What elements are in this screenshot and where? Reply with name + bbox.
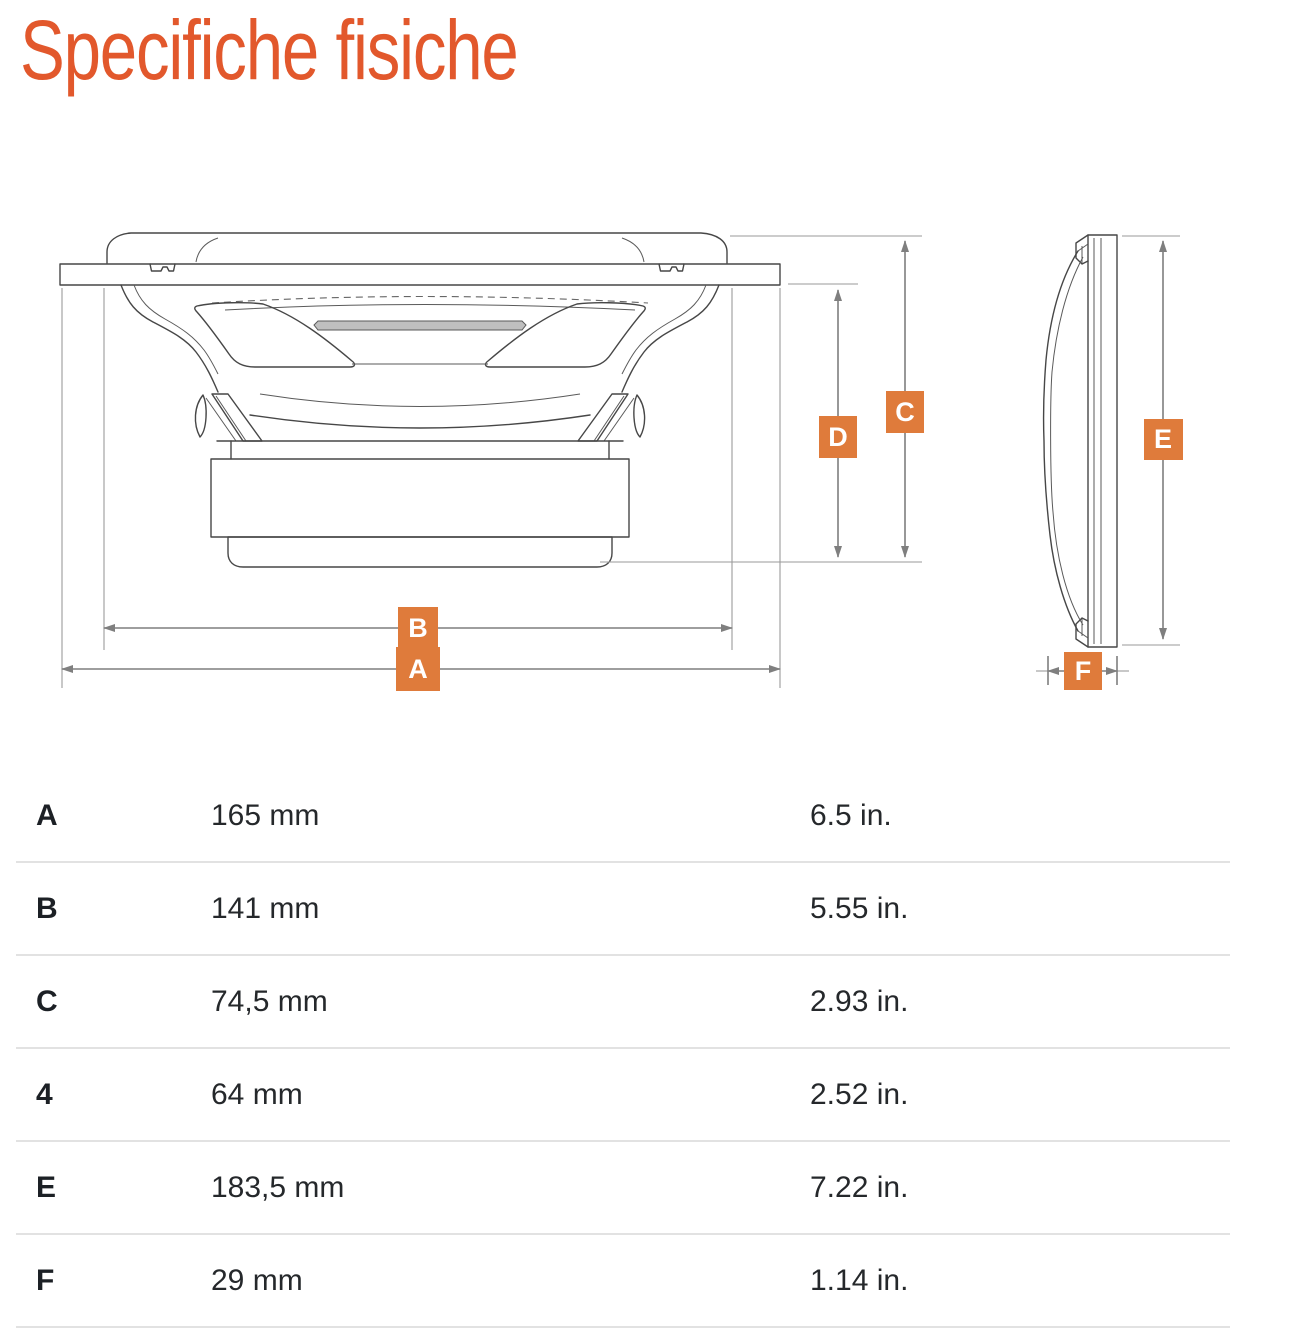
- table-row: [16, 1235, 1230, 1328]
- dimension-label: C: [36, 985, 58, 1018]
- basket-window-right: [486, 303, 646, 367]
- dim-label-c-text: C: [895, 397, 915, 427]
- table-row: [16, 1142, 1230, 1235]
- dimension-label: F: [36, 1264, 55, 1297]
- edge-frame-bar: [1088, 235, 1117, 647]
- dimension-mm-value: 74,5 mm: [211, 985, 328, 1018]
- specs-table: [16, 770, 1230, 1328]
- dim-label-a-text: A: [408, 654, 428, 684]
- dimension-inch-value: 5.55 in.: [810, 892, 909, 925]
- speaker-side-view: [60, 233, 780, 567]
- table-row: [16, 956, 1230, 1049]
- dim-label-d-text: D: [828, 422, 848, 452]
- dimension-mm-value: 64 mm: [211, 1078, 303, 1111]
- page-title: Specifiche fisiche: [20, 3, 518, 97]
- table-row: [16, 863, 1230, 956]
- dim-label-b: [398, 607, 438, 649]
- table-row: [16, 770, 1230, 863]
- dim-label-e-text: E: [1153, 424, 1173, 454]
- dim-label-f-text: F: [1074, 656, 1092, 686]
- dimension-mm-value: 141 mm: [211, 892, 320, 925]
- grille-dome-outline: [1044, 251, 1078, 631]
- voice-coil-slit: [314, 321, 526, 330]
- bottom-plate: [228, 537, 612, 567]
- gasket-outline: [107, 233, 727, 263]
- magnet-block: [211, 459, 629, 537]
- dimension-label: E: [36, 1171, 57, 1204]
- surround-arc: [212, 297, 648, 304]
- dimension-mm-value: 165 mm: [211, 799, 320, 832]
- dim-label-e: [1144, 419, 1183, 460]
- dimension-label: 4: [36, 1078, 53, 1111]
- dim-label-a: [396, 647, 440, 691]
- dimension-mm-value: 183,5 mm: [211, 1171, 345, 1204]
- dimension-inch-value: 2.52 in.: [810, 1078, 909, 1111]
- dimension-inch-value: 2.93 in.: [810, 985, 909, 1018]
- dimension-label: A: [36, 799, 58, 832]
- dimension-inch-value: 1.14 in.: [810, 1264, 909, 1297]
- dimension-inch-value: 7.22 in.: [810, 1171, 909, 1204]
- dim-label-c: [886, 391, 924, 433]
- table-row: [16, 1049, 1230, 1142]
- dim-label-d: [819, 416, 857, 458]
- dim-label-f: [1064, 652, 1102, 690]
- dim-label-b-text: B: [408, 613, 428, 643]
- dimension-mm-value: 29 mm: [211, 1264, 303, 1297]
- dimension-label: B: [36, 892, 58, 925]
- dimension-inch-value: 6.5 in.: [810, 799, 892, 832]
- basket-window-left: [195, 303, 355, 367]
- speaker-edge-view: [1036, 235, 1129, 685]
